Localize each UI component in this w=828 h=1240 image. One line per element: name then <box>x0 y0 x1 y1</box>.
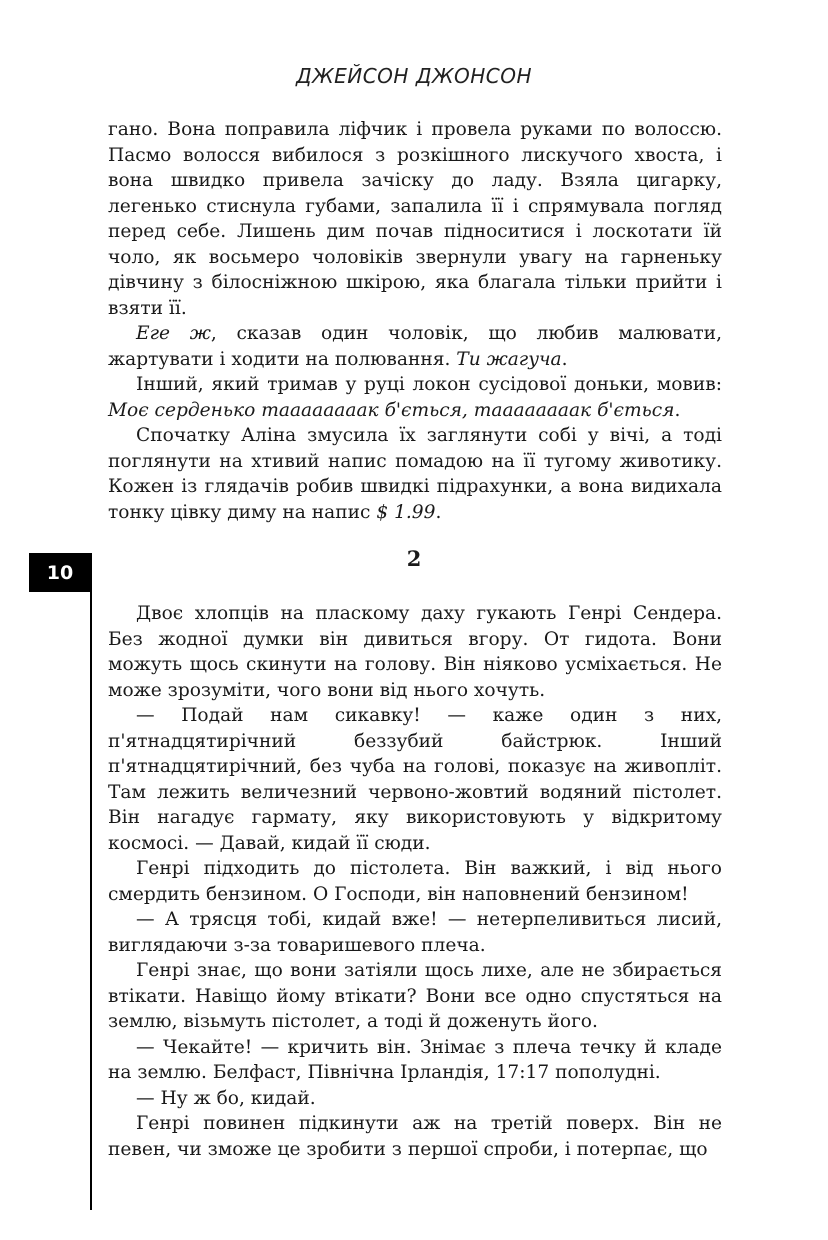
text-block-top <box>108 117 722 525</box>
italic-price: $ 1.99 <box>376 501 436 523</box>
section-number: 2 <box>406 546 422 571</box>
paragraph: — Ну ж бо, кидай. <box>136 1087 316 1109</box>
paragraph: — А трясця тобі, кидай вже! — нетерпеливиться лисий, виглядаючи з-за товаришевого плеча. <box>108 909 722 956</box>
italic-quote: Моє серденько таааааааак б'ється, таааааааак б'ється <box>108 399 675 421</box>
paragraph-text: Спочатку Аліна змусила їх заглянути собі у вічі, а тоді поглянути на хтивий напис помадою на її тугому животику. Кожен із глядачів робив швидкі підрахунки, а вона видихала тонку цівку диму на напис <box>108 425 722 523</box>
paragraph <box>108 423 722 525</box>
paragraph-text: , сказав один чоловік, що любив малювати, жартувати і ходити на полювання. <box>108 323 722 370</box>
paragraph <box>108 372 722 423</box>
paragraph: Генрі знає, що вони затіяли щось лихе, але не збирається втікати. Навіщо йому втікати? Вони все одно спустяться на землю, візьмуть пістолет, а тоді й доженуть його. <box>108 960 722 1032</box>
paragraph: Двоє хлопців на пласкому даху гукають Генрі Сендера. Без жодної думки він дивиться вгору. От гидота. Вони можуть щось скинути на голову. Він ніяково усміхається. Не може зрозуміти, чого вони від нього хочуть. <box>108 603 722 701</box>
running-header: ДЖЕЙСОН ДЖОНСОН <box>295 64 533 88</box>
paragraph-text: Інший, який тримав у руці локон сусідової доньки, мовив: <box>136 374 722 395</box>
paragraph: гано. Вона поправила ліфчик і провела руками по волоссю. Пасмо волосся вибилося з розкішного лискучого хвоста, і вона швидко привела зачіску до ладу. Взяла цигарку, легенько стиснула губами, запалила її і спрямувала погляд перед себе. Лишень дим почав підноситися і лоскотати їй чоло, як восьмеро чоловіків звернули увагу на гарненьку дівчину з білосніжною шкірою, яка благала тільки прийти і взяти її. <box>108 119 722 319</box>
paragraph: — Подай нам сикавку! — каже один з них, п'ятнадцятирічний беззубий байстрюк. Інший п'ятнадцятирічний, без чуба на голові, показує на живопліт. Там лежить величезний червоно-жовтий водяний пістолет. Він нагадує гармату, яку використовують у відкритому космосі. — Давай, кидай її сюди. <box>108 705 722 854</box>
paragraph <box>108 321 722 372</box>
punctuation: . <box>674 399 681 421</box>
text-block-section-2 <box>108 601 722 1162</box>
paragraph: Генрі підходить до пістолета. Він важкий, і від нього смердить бензином. О Господи, він наповнений бензином! <box>108 858 722 905</box>
margin-rule <box>90 553 92 1210</box>
paragraph: Генрі повинен підкинути аж на третій поверх. Він не певен, чи зможе це зробити з першої спроби, і потерпає, що <box>108 1113 722 1160</box>
italic-quote: Еге ж <box>136 323 211 344</box>
punctuation: . <box>435 501 442 523</box>
punctuation: . <box>561 348 568 370</box>
italic-quote: Ти жагуча <box>456 348 562 370</box>
paragraph: — Чекайте! — кричить він. Знімає з плеча течку й кладе на землю. Белфаст, Північна Ірландія, 17:17 пополудні. <box>108 1036 722 1083</box>
page-number-tab: 10 <box>29 553 91 592</box>
